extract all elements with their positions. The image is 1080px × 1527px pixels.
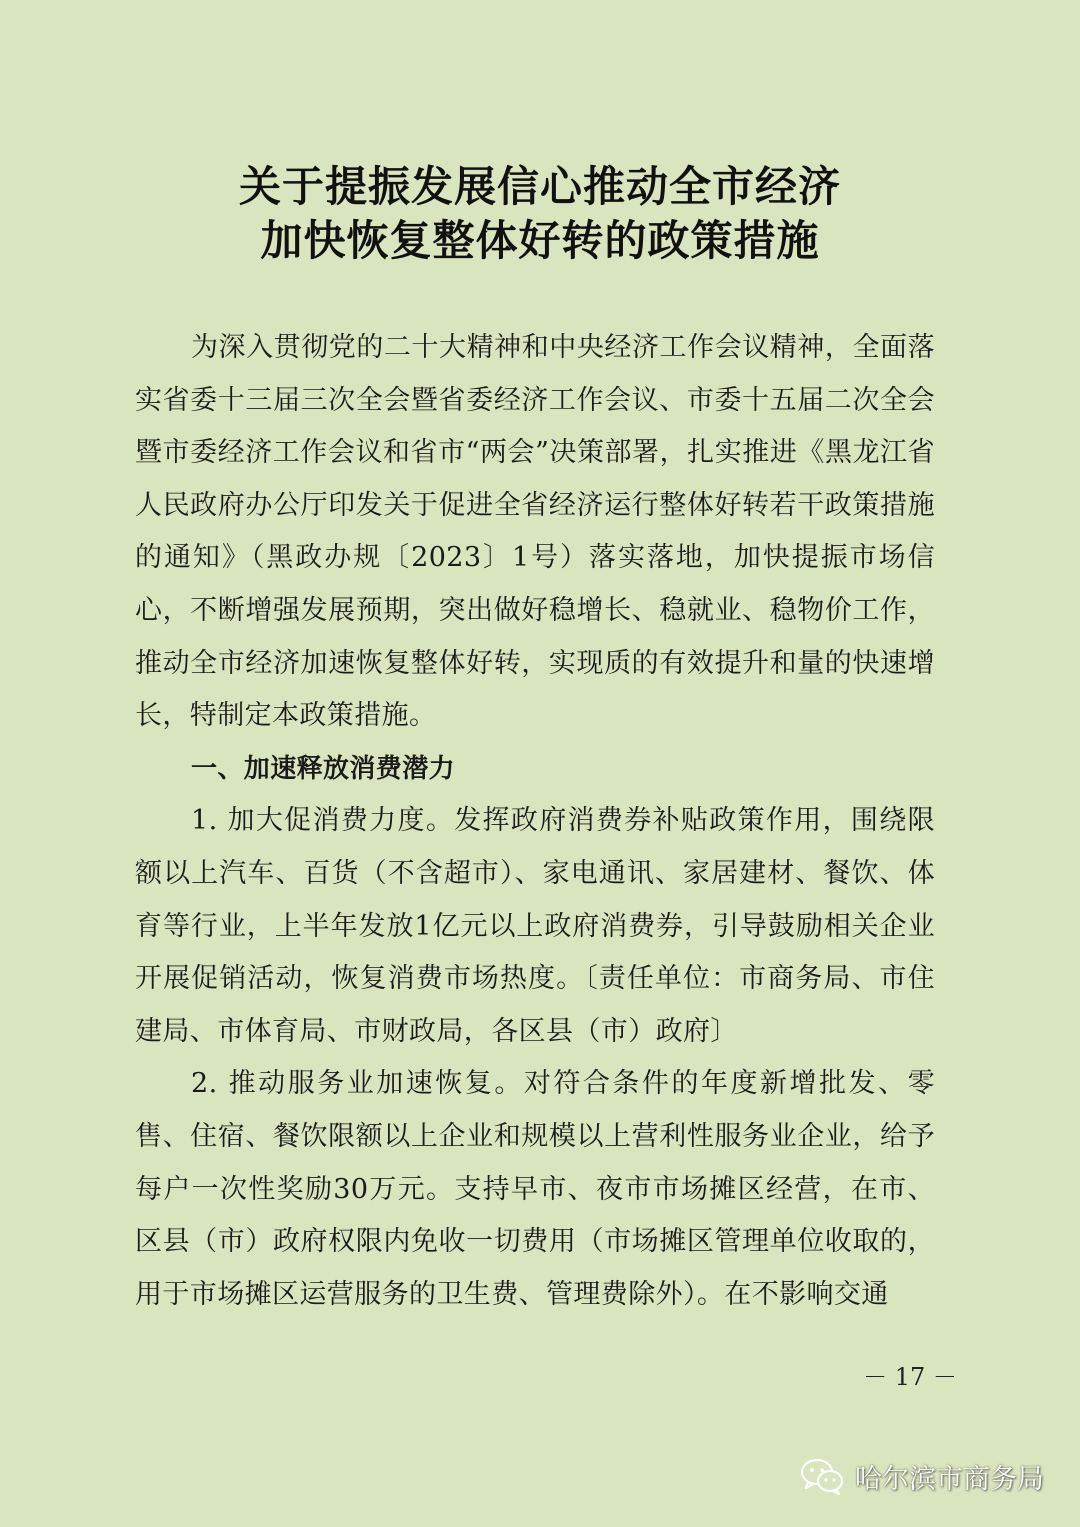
policy-item-2: 2. 推动服务业加速恢复。对符合条件的年度新增批发、零售、住宿、餐饮限额以上企业和规模以上营利性服务业企业，给予每户一次性奖励30万元。支持早市、夜市市场摊区经营，在市、区县（市）政府权限内免收一切费用（市场摊区管理单位收取的，用于市场摊区运营服务的卫生费、管理费除外）。在不影响交通 (135, 1068, 935, 1310)
watermark-text: 哈尔滨市商务局 (855, 1463, 1044, 1495)
page-number: － 17 － (863, 1363, 957, 1391)
watermark (799, 1456, 1044, 1496)
document-body (135, 322, 935, 1321)
title-line-1: 关于提振发展信心推动全市经济 (238, 162, 841, 211)
intro-paragraph: 为深入贯彻党的二十大精神和中央经济工作会议精神，全面落实省委十三届三次全会暨省委经济工作会议、市委十五届二次全会暨市委经济工作会议和省市“两会”决策部署，扎实推进《黑龙江省人民政府办公厅印发关于促进全省经济运行整体好转若干政策措施的通知》（黑政办规〔2023〕1号）落实落地，加快提振市场信心，不断增强发展预期，突出做好稳增长、稳就业、稳物价工作，推动全市经济加速恢复整体好转，实现质的有效提升和量的快速增长，特制定本政策措施。 (135, 332, 935, 732)
page-title (0, 160, 1080, 268)
section-heading: 一、加速释放消费潜力 (191, 753, 456, 784)
title-line-2: 加快恢复整体好转的政策措施 (260, 216, 820, 265)
wechat-icon (799, 1456, 845, 1496)
policy-item-1: 1. 加大促消费力度。发挥政府消费券补贴政策作用，围绕限额以上汽车、百货（不含超市）、家电通讯、家居建材、餐饮、体育等行业，上半年发放1亿元以上政府消费券，引导鼓励相关企业开展促销活动，恢复消费市场热度。〔责任单位：市商务局、市住建局、市体育局、市财政局，各区县（市）政府〕 (135, 805, 935, 1047)
